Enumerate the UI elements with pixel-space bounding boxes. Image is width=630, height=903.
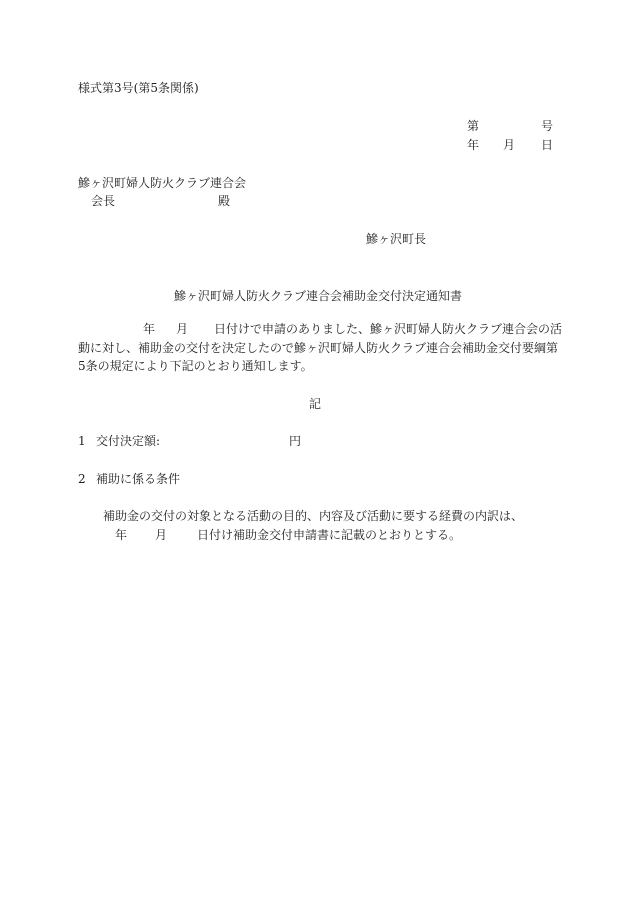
- date-year: 年: [467, 138, 480, 152]
- document-number-dai: 第: [467, 119, 480, 133]
- document-title: 鰺ヶ沢町婦人防火クラブ連合会補助金交付決定通知書: [174, 289, 463, 303]
- addressee-honorific: 殿: [218, 194, 231, 208]
- body-line1: 日付けで申請のありました、鰺ヶ沢町婦人防火クラブ連合会の活: [214, 322, 563, 336]
- item2-label: 補助に係る条件: [96, 472, 181, 486]
- body-year: 年: [143, 322, 156, 336]
- date-month: 月: [503, 138, 516, 152]
- item1-number: 1: [78, 434, 86, 448]
- sender: 鰺ヶ沢町長: [366, 232, 427, 246]
- item2-year: 年: [115, 528, 128, 542]
- document-number-go: 号: [541, 119, 554, 133]
- body-line2: 動に対し、補助金の交付を決定したので鰺ヶ沢町婦人防火クラブ連合会補助金交付要綱第: [78, 341, 559, 355]
- item1-label: 交付決定額:: [96, 434, 161, 448]
- item2-line1: 補助金の交付の対象となる活動の目的、内容及び活動に要する経費の内訳は、: [103, 509, 524, 523]
- addressee-organization: 鰺ヶ沢町婦人防火クラブ連合会: [78, 176, 247, 190]
- item2-number: 2: [78, 472, 86, 486]
- item2-month: 月: [155, 528, 168, 542]
- body-line3: 5条の規定により下記のとおり通知します。: [78, 359, 313, 373]
- ki-heading: 記: [309, 397, 322, 411]
- form-number: 様式第3号(第5条関係): [78, 81, 199, 95]
- date-day: 日: [541, 138, 554, 152]
- item1-unit: 円: [289, 434, 302, 448]
- addressee-title: 会長: [91, 194, 116, 208]
- item2-line2: 日付け補助金交付申請書に記載のとおりとする。: [197, 528, 462, 542]
- body-month: 月: [176, 322, 189, 336]
